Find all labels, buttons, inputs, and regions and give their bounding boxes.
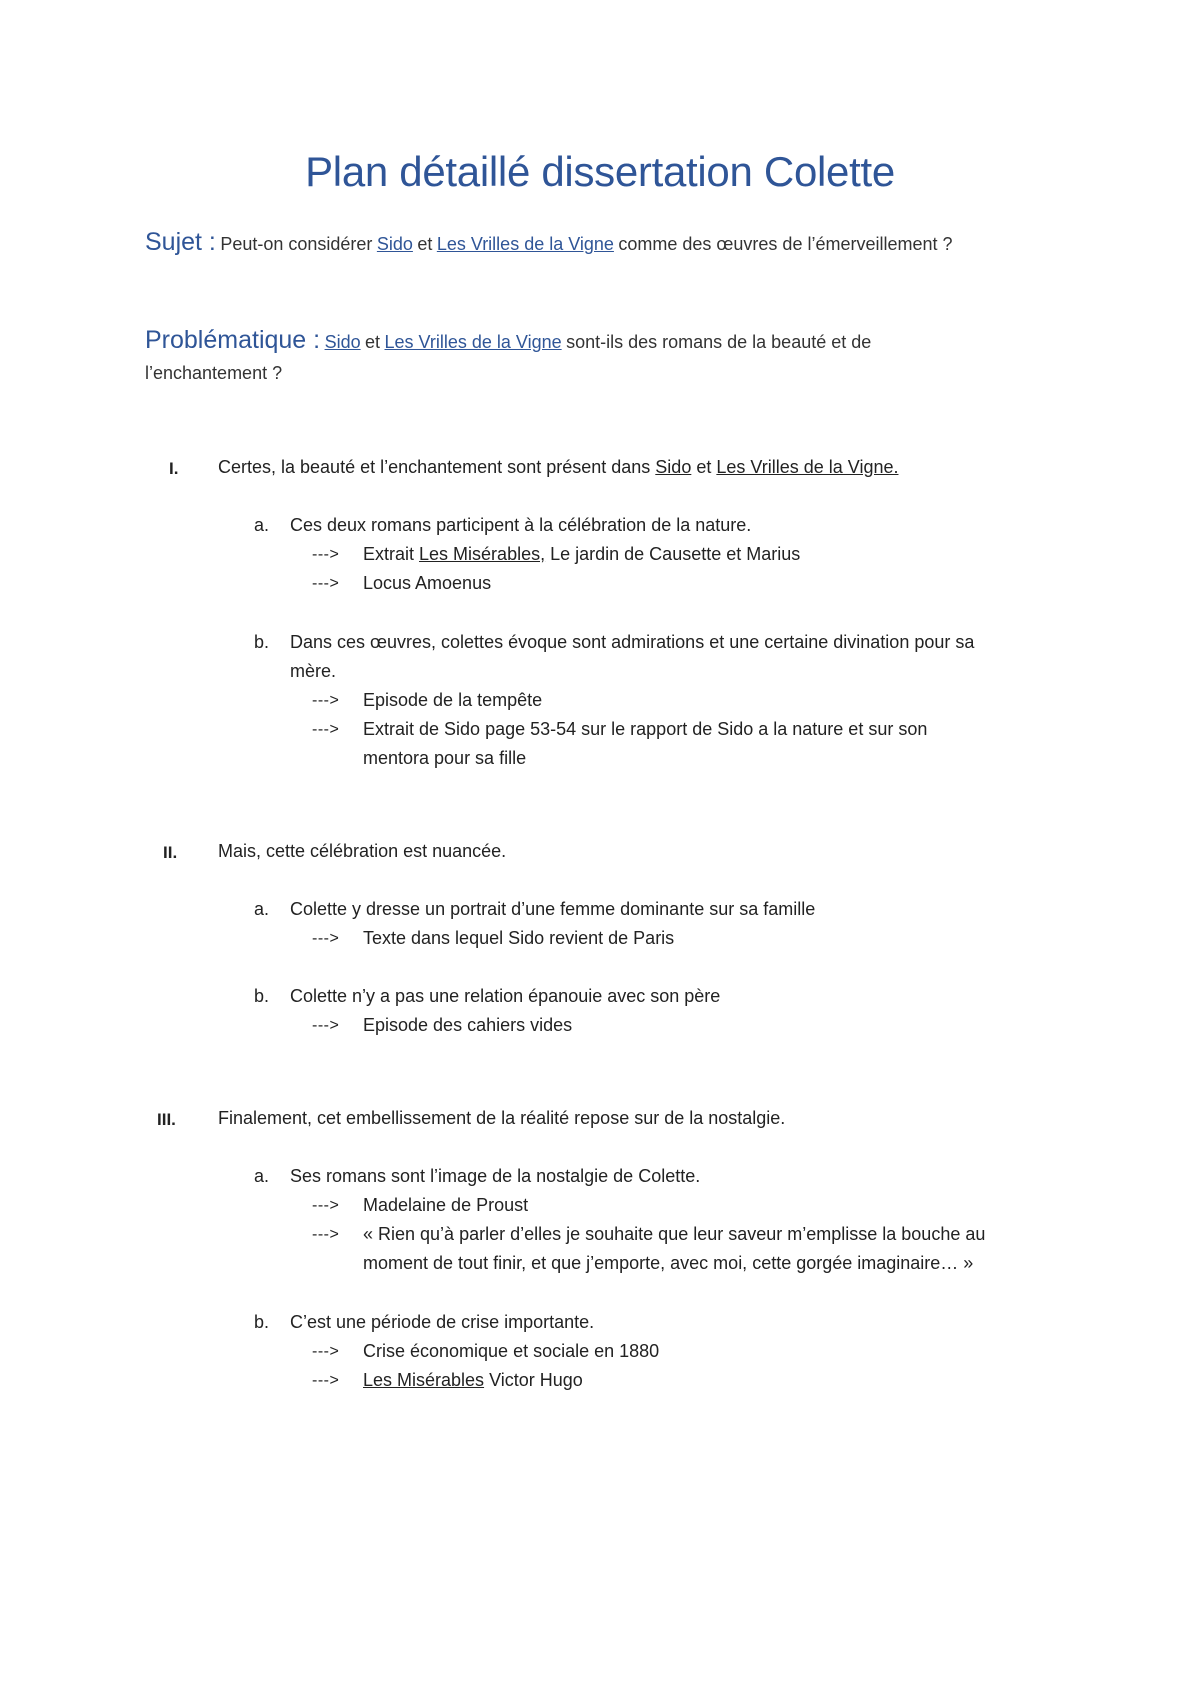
part3-heading: Finalement, cet embellissement de la réalité repose sur de la nostalgie. <box>218 1108 786 1128</box>
problematique-title-sido: Sido <box>324 332 361 352</box>
part2-number: II. <box>163 843 178 862</box>
part2-a-bullet-1: Texte dans lequel Sido revient de Paris <box>363 928 675 948</box>
part1-a-bullet-1 <box>363 544 800 565</box>
problematique-line <box>145 326 871 355</box>
arrow-icon: ---> <box>312 575 340 592</box>
part1-text-2: et <box>696 457 712 477</box>
part3-a-bullet-1: Madelaine de Proust <box>363 1195 529 1215</box>
part1-a-text: Ces deux romans participent à la célébration de la nature. <box>290 515 752 535</box>
part1-b-bullet-2-line-1: Extrait de Sido page 53-54 sur le rapport de Sido a la nature et sur son <box>363 719 928 739</box>
arrow-icon: ---> <box>312 1017 340 1034</box>
part1-heading <box>218 457 898 478</box>
part3-b-letter: b. <box>254 1312 270 1332</box>
sujet-title-vrilles: Les Vrilles de la Vigne <box>436 234 614 254</box>
problematique-text-2: sont-ils des romans de la beauté et de <box>566 332 872 352</box>
part2-a-letter: a. <box>254 899 270 919</box>
part3-b-b2-title: Les Misérables <box>363 1370 485 1390</box>
part3-a-text: Ses romans sont l’image de la nostalgie de Colette. <box>290 1166 701 1186</box>
part2-a-text: Colette y dresse un portrait d’une femme dominante sur sa famille <box>290 899 816 919</box>
sujet-text-3: comme des œuvres de l’émerveillement ? <box>618 234 953 254</box>
sujet-text-2: et <box>417 234 433 254</box>
arrow-icon: ---> <box>312 721 340 738</box>
part1-a-b1-post: Le jardin de Causette et Marius <box>550 544 801 564</box>
problematique-label: Problématique : <box>145 326 321 354</box>
part3-number: III. <box>157 1110 176 1129</box>
part1-b-bullet-1: Episode de la tempête <box>363 690 543 710</box>
part1-a-letter: a. <box>254 515 270 535</box>
part3-b-bullet-2 <box>363 1370 583 1391</box>
part2-b-text: Colette n’y a pas une relation épanouie avec son père <box>290 986 721 1006</box>
part3-a-bullet-2-line-1: « Rien qu’à parler d’elles je souhaite que leur saveur m’emplisse la bouche au <box>363 1224 986 1244</box>
part1-a-b1-pre: Extrait <box>363 544 415 564</box>
part1-b-line-2: mère. <box>290 661 337 681</box>
part3-a-bullet-2-line-2: moment de tout finir, et que j’emporte, avec moi, cette gorgée imaginaire… » <box>363 1253 974 1273</box>
arrow-icon: ---> <box>312 692 340 709</box>
part1-text-1: Certes, la beauté et l’enchantement sont présent dans <box>218 457 651 477</box>
arrow-icon: ---> <box>312 1372 340 1389</box>
part1-a-b1-title: Les Misérables, <box>419 544 546 564</box>
arrow-icon: ---> <box>312 1197 340 1214</box>
part3-a-letter: a. <box>254 1166 270 1186</box>
part3-b-text: C’est une période de crise importante. <box>290 1312 595 1332</box>
sujet-label: Sujet : <box>145 228 216 256</box>
problematique-title-vrilles: Les Vrilles de la Vigne <box>384 332 562 352</box>
sujet-title-sido: Sido <box>376 234 413 254</box>
part2-heading: Mais, cette célébration est nuancée. <box>218 841 507 861</box>
page-title: Plan détaillé dissertation Colette <box>305 148 895 195</box>
part1-title-sido: Sido <box>655 457 692 477</box>
part3-b-b2-post: Victor Hugo <box>489 1370 583 1390</box>
part1-b-bullet-2-line-2: mentora pour sa fille <box>363 748 527 768</box>
part2-b-bullet-1: Episode des cahiers vides <box>363 1015 573 1035</box>
problematique-text-1: et <box>365 332 381 352</box>
part2-b-letter: b. <box>254 986 270 1006</box>
arrow-icon: ---> <box>312 1343 340 1360</box>
arrow-icon: ---> <box>312 546 340 563</box>
problematique-line-2: l’enchantement ? <box>145 363 283 383</box>
part3-b-bullet-1: Crise économique et sociale en 1880 <box>363 1341 660 1361</box>
part1-a-bullet-2: Locus Amoenus <box>363 573 492 593</box>
part1-number: I. <box>169 459 179 478</box>
part1-title-vrilles: Les Vrilles de la Vigne. <box>716 457 899 477</box>
part1-b-line-1: Dans ces œuvres, colettes évoque sont admirations et une certaine divination pour sa <box>290 632 975 652</box>
part1-b-letter: b. <box>254 632 270 652</box>
sujet-text-1: Peut-on considérer <box>220 234 373 254</box>
sujet-line <box>145 228 953 257</box>
arrow-icon: ---> <box>312 1226 340 1243</box>
arrow-icon: ---> <box>312 930 340 947</box>
